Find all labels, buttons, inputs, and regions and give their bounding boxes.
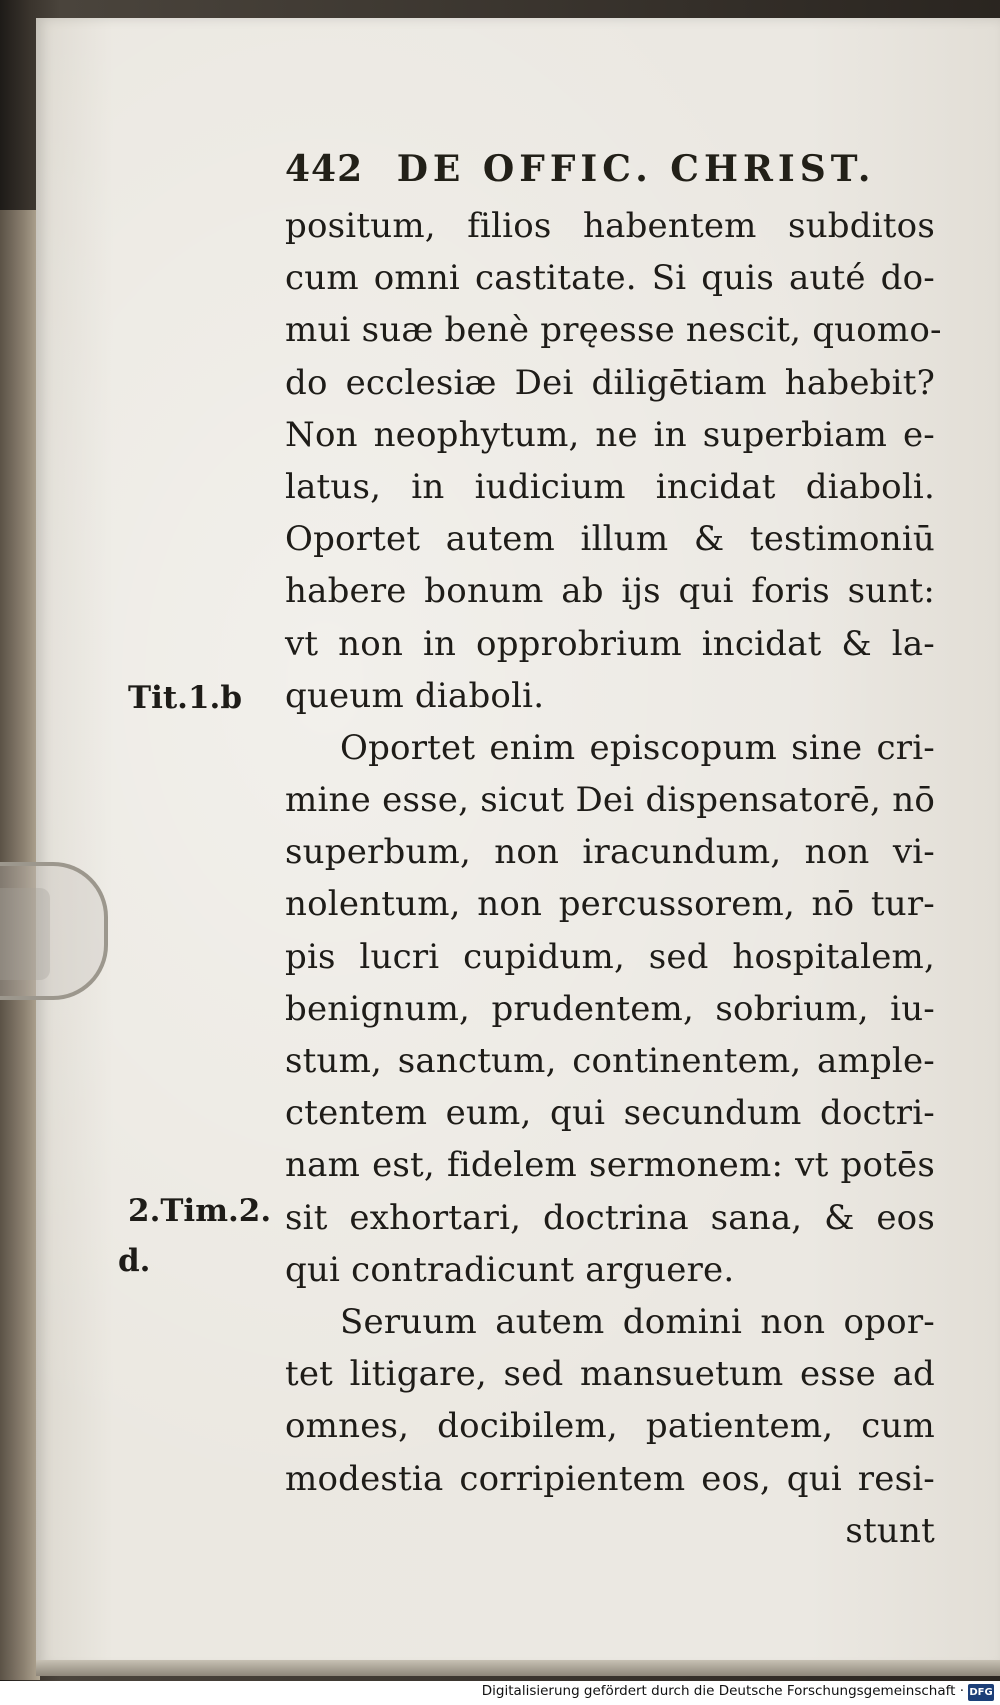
text-line: benignum, prudentem, sobrium, iu- [285,988,935,1029]
text-line: nolentum, non percussorem, nō tur- [285,884,935,925]
footer-credit: Digitalisierung gefördert durch die Deutsche Forschungsgemeinschaft · [481,1683,964,1699]
text-line: nam est, fidelem sermonem: vt potēs [285,1145,935,1186]
text-line: mui suæ benè pręesse nescit, quomo- [285,310,942,351]
catchword: stunt [845,1510,935,1551]
page-number: 442 [285,148,364,190]
text-line: Oportet autem illum & testimoniū [285,519,935,560]
text-line: habere bonum ab ijs qui foris sunt: [285,571,935,612]
text-line: omnes, docibilem, patientem, cum [285,1406,935,1447]
text-line: superbum, non iracundum, non vi- [285,832,935,873]
text-line: queum diaboli. [285,675,545,716]
dfg-logo: DFG [968,1684,994,1701]
page-clip [0,862,108,1000]
text-line: Seruum autem domini non opor- [340,1301,935,1342]
footer-bar [0,1681,1000,1705]
text-line: mine esse, sicut Dei dispensatorē, nō [285,780,935,821]
text-line: vt non in opprobrium incidat & la- [285,623,935,664]
margin-note-titus: Tit.1.b [128,680,242,716]
text-line: cum omni castitate. Si quis auté do- [285,258,935,299]
text-line: stum, sanctum, continentem, ample- [285,1041,935,1081]
text-line: do ecclesiæ Dei diligētiam habebit? [285,362,935,403]
text-line: latus, in iudicium incidat diaboli. [285,466,935,507]
text-line: tet litigare, sed mansuetum esse ad [285,1354,935,1395]
text-line: sit exhortari, doctrina sana, & eos [285,1197,935,1238]
text-line: pis lucri cupidum, sed hospitalem, [285,936,935,977]
page-bottom-edge [36,1660,1000,1676]
text-line: modestia corripientem eos, qui resi- [285,1458,935,1499]
text-line: positum, filios habentem subditos [285,206,935,246]
running-header [285,148,925,198]
text-line: Non neophytum, ne in superbiam e- [285,414,935,455]
text-line: Oportet enim episcopum sine cri- [340,727,935,768]
margin-note-letter: d. [118,1243,151,1279]
text-line: ctentem eum, qui secundum doctri- [285,1093,935,1134]
body-text [285,200,942,1557]
margin-note-timothy: 2.Tim.2. [128,1193,272,1229]
text-line: qui contradicunt arguere. [285,1249,735,1290]
running-title: DE OFFIC. CHRIST. [396,148,876,190]
